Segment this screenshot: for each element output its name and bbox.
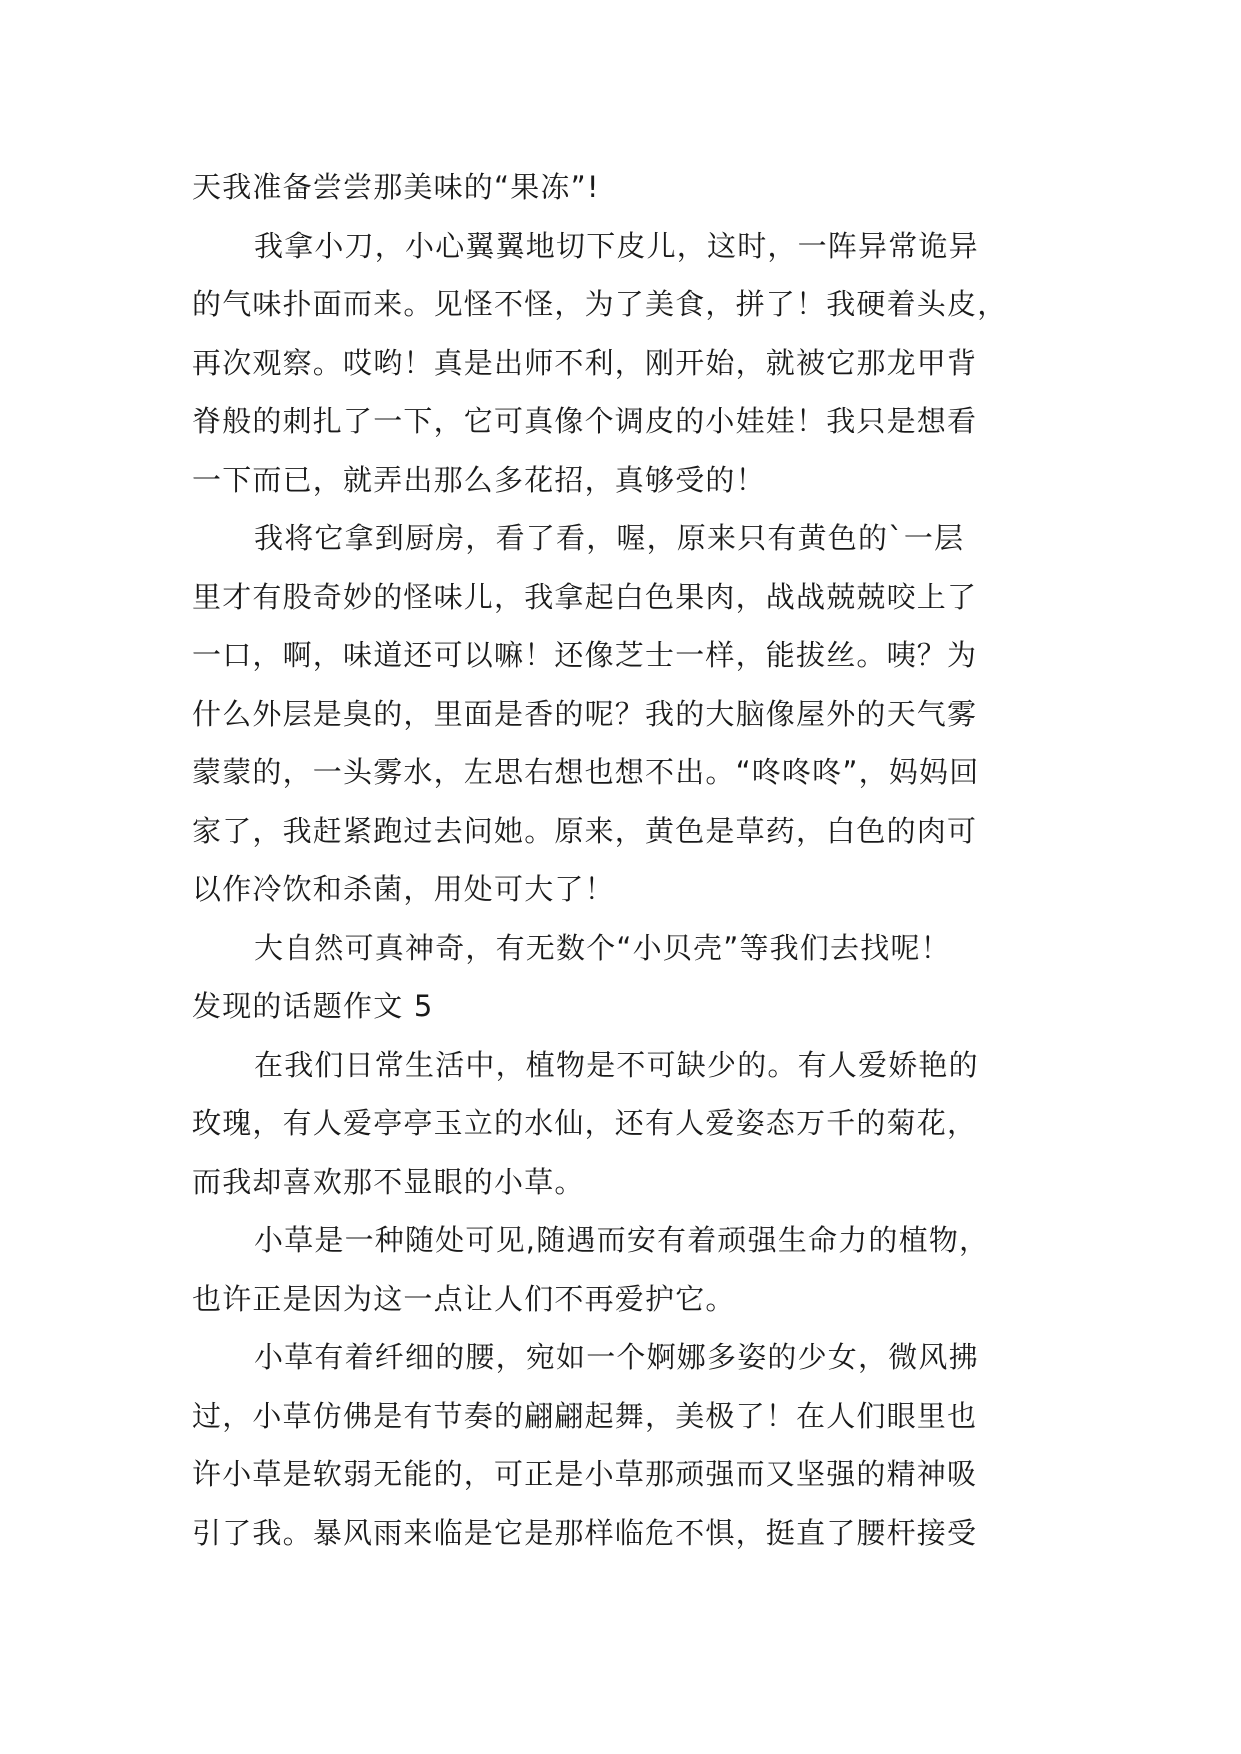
text-line: 许小草是软弱无能的，可正是小草那顽强而又坚强的精神吸: [192, 1457, 978, 1491]
text-line: 我将它拿到厨房，看了看，喔，原来只有黄色的`一层: [254, 521, 965, 555]
text-line: 一口，啊，味道还可以嘛！还像芝士一样，能拔丝。咦？为: [192, 638, 978, 672]
text-line: 一下而已，就弄出那么多花招，真够受的！: [192, 462, 766, 497]
text-line: 我拿小刀，小心翼翼地切下皮儿，这时，一阵异常诡异: [254, 228, 979, 263]
text-line: 大自然可真神奇，有无数个“小贝壳”等我们去找呢！: [254, 930, 951, 965]
text-line: 以作冷饮和杀菌，用处可大了！: [192, 872, 615, 906]
text-line: 里才有股奇妙的怪味儿，我拿起白色果肉，战战兢兢咬上了: [192, 579, 978, 614]
text-line: 在我们日常生活中，植物是不可缺少的。有人爱娇艳的: [254, 1047, 979, 1082]
text-line: 天我准备尝尝那美味的“果冻”!: [192, 170, 600, 204]
text-line: 而我却喜欢那不显眼的小草。: [192, 1164, 585, 1199]
text-line: 也许正是因为这一点让人们不再爱护它。: [192, 1281, 736, 1316]
text-line: 引了我。暴风雨来临是它是那样临危不惧，挺直了腰杆接受: [192, 1515, 978, 1550]
text-line: 小草是一种随处可见,随遇而安有着顽强生命力的植物，: [254, 1223, 990, 1257]
text-line: 再次观察。哎哟！真是出师不利，刚开始，就被它那龙甲背: [192, 345, 978, 380]
text-line: 小草有着纤细的腰，宛如一个婀娜多姿的少女，微风拂: [254, 1340, 979, 1374]
text-line: 蒙蒙的，一头雾水，左思右想也想不出。“咚咚咚”，妈妈回: [192, 755, 980, 789]
text-line: 家了，我赶紧跑过去问她。原来，黄色是草药，白色的肉可: [192, 813, 978, 848]
text-line: 过，小草仿佛是有节奏的翩翩起舞，美极了！在人们眼里也: [192, 1398, 978, 1433]
text-line: 什么外层是臭的，里面是香的呢？我的大脑像屋外的天气雾: [192, 696, 978, 731]
text-line: 的气味扑面而来。见怪不怪，为了美食，拼了！我硬着头皮，: [192, 287, 1008, 321]
section-heading: 发现的话题作文 5: [192, 989, 434, 1023]
text-line: 玫瑰，有人爱亭亭玉立的水仙，还有人爱姿态万千的菊花，: [192, 1106, 978, 1140]
document-body: [192, 158, 1062, 1562]
text-line: 脊般的刺扎了一下，它可真像个调皮的小娃娃！我只是想看: [192, 404, 978, 438]
